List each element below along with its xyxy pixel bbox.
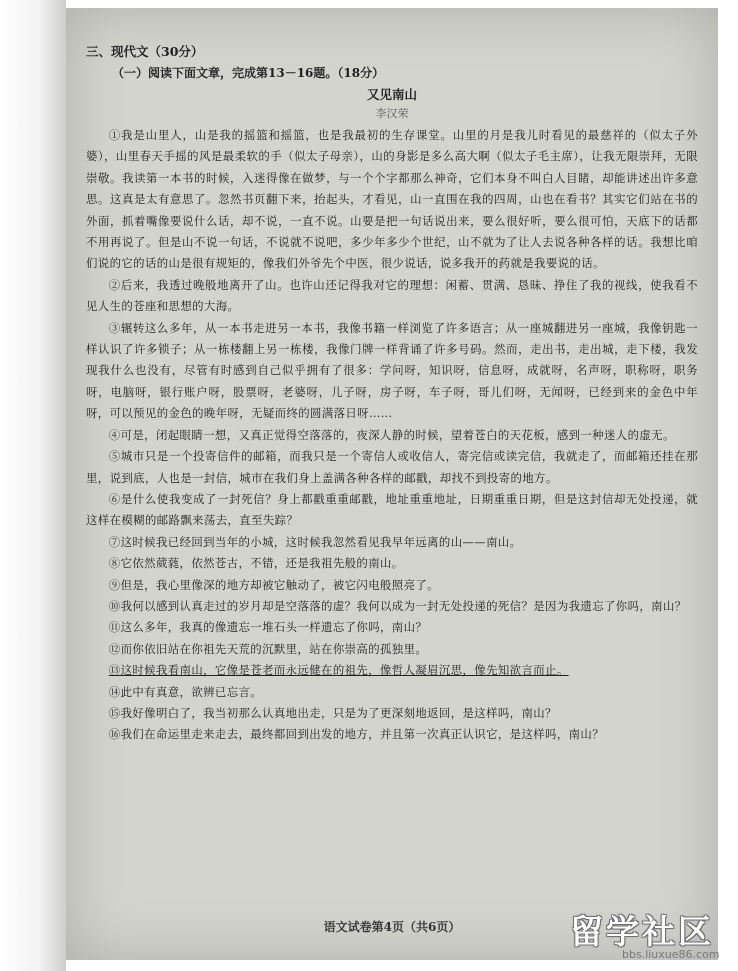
page-edge-shadow	[0, 0, 66, 971]
paragraph-7: ⑦这时候我已经回到当年的小城，这时候我忽然看见我早年远离的山——南山。	[108, 534, 522, 549]
paragraph-1: ①我是山里人，山是我的摇篮和摇篮，也是我最初的生存课堂。山里的月是我儿时看见的最慈祥的（似太子外婆），山里春天手摇的风是最柔软的手（似太子母亲），山的身影是多么高大啊（似太子毛主席），让我无限崇拜，无限崇敬。我读第一本书的时候，入迷得像在做梦，与一个个字都那么神奇，它们本身不叫白人目睹，却能讲述出许多意思。这真是太有意思了。忽然书页翻下来，抬起头，才看见，山一直围在我的四周，山也在看书？其实它们站在书的外面，抓着嘴像要说什么话，却不说，一直不说。山要是把一句话说出来，要么很好听，要么很可怕，天底下的话都不用再说了。但是山不说一句话，不说就不说吧，多少年多少个世纪，山不就为了让人去说各种各样的话。我想比咱们说的它的话的山是很有规矩的，像我们外爷先个中医，很少说话，说多我开的药就是我要说的话。	[86, 128, 698, 271]
paragraph-15: ⑮我好像明白了，我当初那么认真地出走，只是为了更深刻地返回，是这样吗，南山？	[108, 705, 557, 720]
exam-sheet	[66, 8, 718, 960]
paragraph-9: ⑨但是，我心里像深的地方却被它触动了，被它闪电般照亮了。	[108, 577, 439, 592]
paragraph-6: ⑥是什么使我变成了一封死信？身上都戳重重邮戳，地址重重地址，日期重重日期，但是这封信却无处投递，就这样在模糊的邮路飘来荡去，直至失踪？	[86, 491, 698, 528]
essay-author: 李汉荣	[375, 107, 409, 120]
section-title: 三、现代文（30分）	[86, 44, 204, 59]
paragraph-14: ⑭此中有真意，欲辨已忘言。	[108, 684, 263, 699]
site-watermark	[562, 906, 738, 966]
watermark-url: bbs.liuxue86.com	[622, 948, 720, 961]
paragraph-10: ⑩我何以感到认真走过的岁月却是空落落的虚？我何以成为一封无处投递的死信？是因为我遗忘了你吗，南山？	[108, 598, 687, 613]
sub-title: （一）阅读下面文章，完成第13－16题。（18分）	[112, 66, 385, 80]
paragraph-13-underlined: ⑬这时候我看南山，它像是苍老而永远健在的祖先，像哲人凝眉沉思，像先知欲言而止。	[108, 663, 569, 678]
paragraph-5: ⑤城市只是一个投寄信件的邮箱，而我只是一个寄信人或收信人，寄完信或读完信，我就走了，而邮箱还挂在那里，说到底，人也是一封信，城市在我们身上盖满各种各样的邮戳，却找不到投寄的地方。	[86, 449, 698, 485]
paragraph-8: ⑧它依然葳蕤，依然苍古，不错，还是我祖先般的南山。	[108, 556, 404, 571]
paragraph-11: ⑪这么多年，我真的像遗忘一堆石头一样遗忘了你吗，南山？	[108, 620, 428, 635]
page-footer: 语文试卷第4页（共6页）	[323, 920, 461, 934]
paragraph-3: ③辗转这么多年，从一本书走进另一本书，我像书籍一样浏览了许多语言；从一座城翻进另一座城，我像钥匙一样认识了许多锁子；从一栋楼翻上另一栋楼，我像门牌一样背诵了许多号码。然而，走出书，走出城，走下楼，我发现我什么也没有，尽管有时感到自己似乎拥有了很多：学问呀，知识呀，信息呀，成就呀，名声呀，职称呀，职务呀，电脑呀，银行账户呀，股票呀，老婆呀，儿子呀，房子呀，车子呀，哥儿们呀，无闻呀，已经到来的金色中年呀，可以预见的金色的晚年呀，无疑而终的圆满落日呀……	[86, 320, 698, 421]
essay-title: 又见南山	[366, 87, 417, 102]
watermark-logo-text: 留学社区	[570, 912, 714, 951]
paragraph-16: ⑯我们在命运里走来走去，最终都回到出发的地方，并且第一次真正认识它，是这样吗，南山？	[108, 727, 605, 742]
paragraph-2: ②后来，我透过晚般地离开了山。也许山还记得我对它的理想：闲蓄、贯满、恳昧、挣住了我的视线，使我看不见人生的苍座和思想的大海。	[86, 277, 698, 314]
exam-content	[86, 42, 698, 746]
paragraph-12: ⑫而你依旧站在你祖先天荒的沉默里，站在你崇高的孤独里。	[108, 641, 428, 656]
paragraph-4: ④可是，闭起眼睛一想，又真正觉得空落落的，夜深人静的时候，望着苍白的天花板，感到一种迷人的虚无。	[108, 427, 675, 442]
